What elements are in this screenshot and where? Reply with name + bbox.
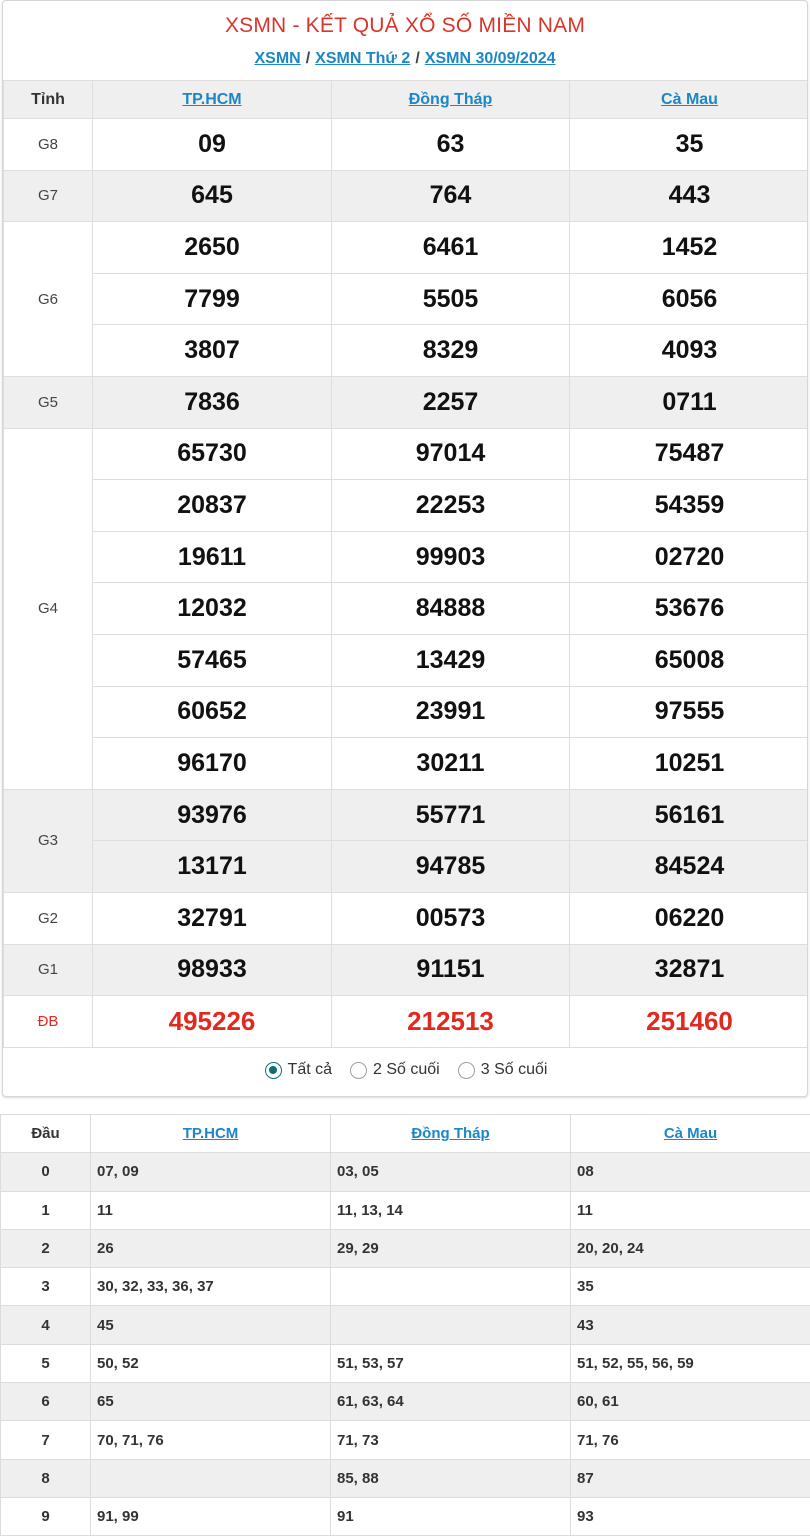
radio-button-icon[interactable] <box>350 1062 367 1079</box>
results-card <box>2 0 808 1097</box>
breadcrumb <box>3 50 807 68</box>
prize-number: 443 <box>570 170 809 222</box>
prize-number: 09 <box>93 119 332 171</box>
head-digit: 1 <box>1 1191 91 1229</box>
prize-number: 55771 <box>332 789 570 841</box>
filter-option-1[interactable] <box>350 1061 440 1079</box>
prize-number: 645 <box>93 170 332 222</box>
filter-option-label: Tất cả <box>288 1061 332 1079</box>
loto-values: 87 <box>571 1459 810 1497</box>
prize-number: 02720 <box>570 531 809 583</box>
prize-number: 4093 <box>570 325 809 377</box>
loto-values: 11 <box>91 1191 331 1229</box>
province-label-header: Tỉnh <box>4 81 93 119</box>
loto-values: 07, 09 <box>91 1153 331 1191</box>
prize-row <box>4 996 809 1048</box>
prize-number: 99903 <box>332 531 570 583</box>
results-header-row <box>4 81 809 119</box>
prize-row <box>4 119 809 171</box>
prize-row <box>4 686 809 738</box>
province-link-ca-mau[interactable]: Cà Mau <box>661 91 718 108</box>
loto-values: 29, 29 <box>331 1229 571 1267</box>
head-digit: 7 <box>1 1421 91 1459</box>
prize-number: 97555 <box>570 686 809 738</box>
head-digit: 0 <box>1 1153 91 1191</box>
loto-values <box>331 1268 571 1306</box>
loto-values: 91 <box>331 1497 571 1535</box>
prize-number: 65008 <box>570 634 809 686</box>
prize-row <box>4 273 809 325</box>
prize-row <box>4 480 809 532</box>
filter-option-label: 3 Số cuối <box>481 1061 548 1079</box>
prize-number: 97014 <box>332 428 570 480</box>
loto-header-row <box>1 1115 810 1153</box>
prize-row <box>4 944 809 996</box>
loto-values: 85, 88 <box>331 1459 571 1497</box>
loto-row <box>1 1191 810 1229</box>
prize-row <box>4 583 809 635</box>
loto-values: 70, 71, 76 <box>91 1421 331 1459</box>
prize-label: G3 <box>4 789 93 892</box>
prize-row <box>4 222 809 274</box>
prize-number: 57465 <box>93 634 332 686</box>
prize-number: 06220 <box>570 892 809 944</box>
loto-row <box>1 1153 810 1191</box>
province-link-dong-thap[interactable]: Đồng Tháp <box>411 1125 489 1142</box>
loto-row <box>1 1421 810 1459</box>
loto-values: 60, 61 <box>571 1383 810 1421</box>
head-digit: 8 <box>1 1459 91 1497</box>
prize-number: 0711 <box>570 376 809 428</box>
prize-row <box>4 738 809 790</box>
prize-row <box>4 170 809 222</box>
results-table <box>3 80 808 1048</box>
head-digit: 5 <box>1 1344 91 1382</box>
prize-number: 60652 <box>93 686 332 738</box>
prize-number: 10251 <box>570 738 809 790</box>
prize-number: 84524 <box>570 841 809 893</box>
prize-label: G5 <box>4 376 93 428</box>
loto-row <box>1 1383 810 1421</box>
province-header <box>571 1115 810 1153</box>
prize-row <box>4 892 809 944</box>
loto-values: 08 <box>571 1153 810 1191</box>
loto-values: 51, 52, 55, 56, 59 <box>571 1344 810 1382</box>
loto-values: 11, 13, 14 <box>331 1191 571 1229</box>
prize-number: 19611 <box>93 531 332 583</box>
prize-row <box>4 325 809 377</box>
prize-number: 22253 <box>332 480 570 532</box>
prize-number: 8329 <box>332 325 570 377</box>
special-prize-number: 495226 <box>93 996 332 1048</box>
loto-values: 26 <box>91 1229 331 1267</box>
loto-table <box>0 1114 810 1536</box>
province-link-tphcm[interactable]: TP.HCM <box>183 1125 239 1142</box>
breadcrumb-separator: / <box>306 50 310 67</box>
head-digit-header: Đầu <box>1 1115 91 1153</box>
loto-values: 93 <box>571 1497 810 1535</box>
filter-option-label: 2 Số cuối <box>373 1061 440 1079</box>
loto-values: 30, 32, 33, 36, 37 <box>91 1268 331 1306</box>
prize-number: 1452 <box>570 222 809 274</box>
filter-option-0[interactable] <box>265 1061 332 1079</box>
special-prize-number: 251460 <box>570 996 809 1048</box>
prize-number: 94785 <box>332 841 570 893</box>
prize-number: 91151 <box>332 944 570 996</box>
loto-row <box>1 1459 810 1497</box>
prize-number: 2257 <box>332 376 570 428</box>
province-link-ca-mau[interactable]: Cà Mau <box>664 1125 717 1142</box>
radio-button-icon[interactable] <box>265 1062 282 1079</box>
loto-values: 11 <box>571 1191 810 1229</box>
prize-number: 35 <box>570 119 809 171</box>
prize-number: 3807 <box>93 325 332 377</box>
prize-number: 56161 <box>570 789 809 841</box>
prize-label: G6 <box>4 222 93 377</box>
filter-option-2[interactable] <box>458 1061 548 1079</box>
loto-values: 91, 99 <box>91 1497 331 1535</box>
province-header <box>570 81 809 119</box>
province-header <box>91 1115 331 1153</box>
breadcrumb-link-weekday[interactable]: XSMN Thứ 2 <box>315 50 410 67</box>
prize-number: 7799 <box>93 273 332 325</box>
loto-values: 65 <box>91 1383 331 1421</box>
head-digit: 2 <box>1 1229 91 1267</box>
loto-values: 61, 63, 64 <box>331 1383 571 1421</box>
prize-number: 20837 <box>93 480 332 532</box>
radio-button-icon[interactable] <box>458 1062 475 1079</box>
breadcrumb-link-date[interactable]: XSMN 30/09/2024 <box>425 50 556 67</box>
prize-number: 7836 <box>93 376 332 428</box>
prize-number: 32871 <box>570 944 809 996</box>
breadcrumb-link-xsmn[interactable]: XSMN <box>254 50 300 67</box>
loto-values: 50, 52 <box>91 1344 331 1382</box>
prize-number: 53676 <box>570 583 809 635</box>
prize-number: 93976 <box>93 789 332 841</box>
loto-values: 35 <box>571 1268 810 1306</box>
prize-number: 6056 <box>570 273 809 325</box>
prize-label: G1 <box>4 944 93 996</box>
prize-number: 2650 <box>93 222 332 274</box>
head-digit: 3 <box>1 1268 91 1306</box>
prize-number: 75487 <box>570 428 809 480</box>
prize-label: G7 <box>4 170 93 222</box>
prize-number: 6461 <box>332 222 570 274</box>
prize-label: G2 <box>4 892 93 944</box>
prize-label: G4 <box>4 428 93 789</box>
special-prize-number: 212513 <box>332 996 570 1048</box>
prize-number: 764 <box>332 170 570 222</box>
loto-row <box>1 1268 810 1306</box>
prize-number: 5505 <box>332 273 570 325</box>
province-header <box>331 1115 571 1153</box>
loto-values <box>91 1459 331 1497</box>
loto-values: 71, 73 <box>331 1421 571 1459</box>
prize-row <box>4 841 809 893</box>
province-header <box>93 81 332 119</box>
page-title: XSMN - KẾT QUẢ XỔ SỐ MIỀN NAM <box>3 14 807 38</box>
prize-number: 84888 <box>332 583 570 635</box>
loto-values: 51, 53, 57 <box>331 1344 571 1382</box>
breadcrumb-separator: / <box>415 50 419 67</box>
prize-row <box>4 428 809 480</box>
loto-values: 20, 20, 24 <box>571 1229 810 1267</box>
prize-number: 96170 <box>93 738 332 790</box>
loto-values <box>331 1306 571 1344</box>
prize-number: 65730 <box>93 428 332 480</box>
prize-number: 00573 <box>332 892 570 944</box>
loto-values: 03, 05 <box>331 1153 571 1191</box>
prize-number: 30211 <box>332 738 570 790</box>
prize-row <box>4 634 809 686</box>
loto-row <box>1 1306 810 1344</box>
prize-number: 13429 <box>332 634 570 686</box>
digit-filter <box>3 1061 808 1079</box>
head-digit: 4 <box>1 1306 91 1344</box>
prize-label: G8 <box>4 119 93 171</box>
loto-values: 45 <box>91 1306 331 1344</box>
prize-number: 54359 <box>570 480 809 532</box>
prize-number: 63 <box>332 119 570 171</box>
prize-number: 12032 <box>93 583 332 635</box>
loto-row <box>1 1344 810 1382</box>
loto-row <box>1 1229 810 1267</box>
loto-values: 43 <box>571 1306 810 1344</box>
head-digit: 9 <box>1 1497 91 1535</box>
prize-row <box>4 789 809 841</box>
province-header <box>332 81 570 119</box>
prize-number: 23991 <box>332 686 570 738</box>
loto-row <box>1 1497 810 1535</box>
prize-row <box>4 376 809 428</box>
prize-number: 13171 <box>93 841 332 893</box>
prize-number: 98933 <box>93 944 332 996</box>
head-digit: 6 <box>1 1383 91 1421</box>
province-link-tphcm[interactable]: TP.HCM <box>182 91 241 108</box>
loto-values: 71, 76 <box>571 1421 810 1459</box>
prize-number: 32791 <box>93 892 332 944</box>
prize-row <box>4 531 809 583</box>
province-link-dong-thap[interactable]: Đồng Tháp <box>409 91 493 108</box>
prize-label: ĐB <box>4 996 93 1048</box>
